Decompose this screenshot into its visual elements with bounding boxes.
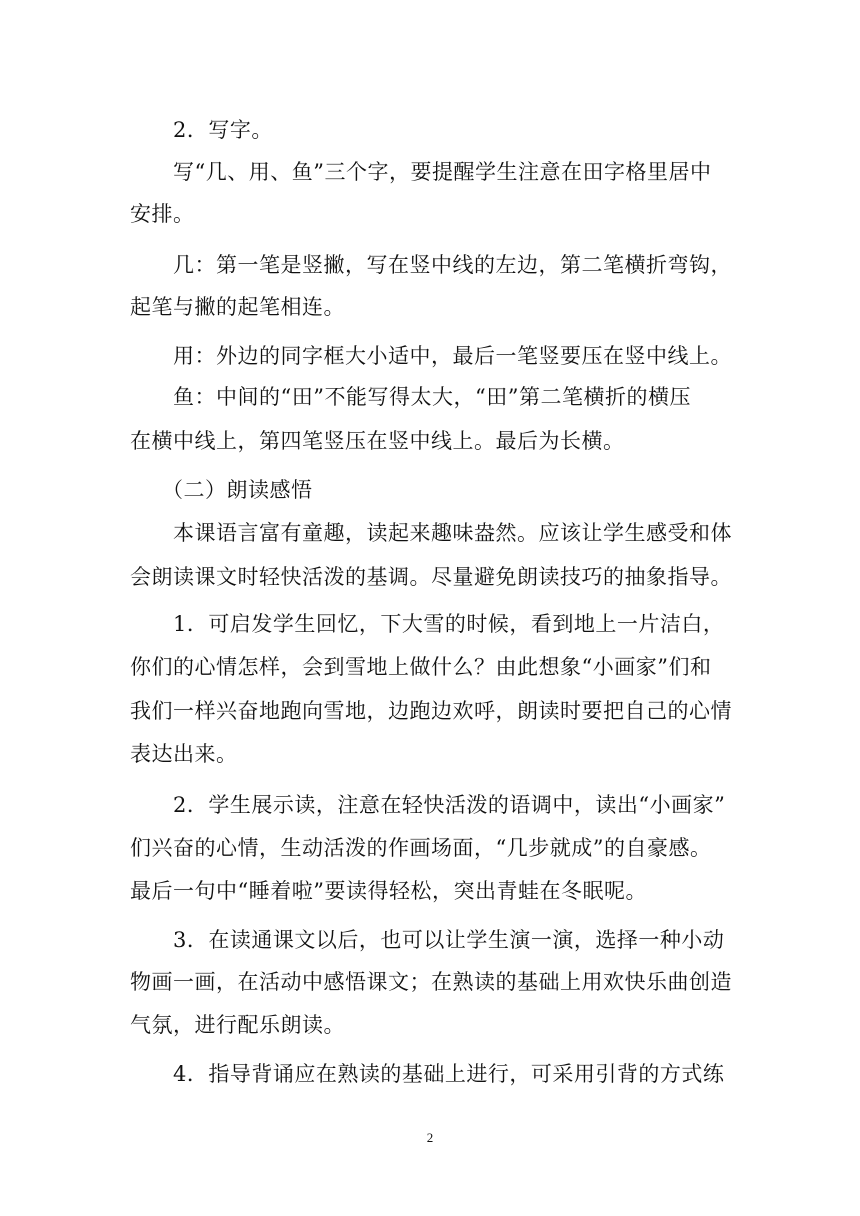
text-line: 气氛，进行配乐朗读。 — [130, 1013, 345, 1037]
text-line: 写“几、用、鱼”三个字，要提醒学生注意在田字格里居中 — [173, 160, 712, 184]
text-line: 表达出来。 — [130, 742, 238, 766]
text-line: 最后一句中“睡着啦”要读得轻松，突出青蛙在冬眠呢。 — [130, 879, 647, 903]
text-line: 在横中线上，第四笔竖压在竖中线上。最后为长横。 — [130, 429, 625, 453]
text-line: 2．学生展示读，注意在轻快活泼的语调中，读出“小画家” — [173, 793, 726, 817]
text-line: 们兴奋的心情，生动活泼的作画场面，“几步就成”的自豪感。 — [130, 836, 712, 860]
section-heading: （二）朗读感悟 — [162, 478, 313, 502]
text-line: 几：第一笔是竖撇，写在竖中线的左边，第二笔横折弯钩， — [173, 253, 732, 277]
text-line: 鱼：中间的“田”不能写得太大，“田”第二笔横折的横压 — [173, 385, 691, 409]
text-line: 我们一样兴奋地跑向雪地，边跑边欢呼，朗读时要把自己的心情 — [130, 699, 732, 723]
text-line: 起笔与撇的起笔相连。 — [130, 295, 345, 319]
text-line: 物画一画，在活动中感悟课文；在熟读的基础上用欢快乐曲创造 — [130, 970, 732, 994]
page-number: 2 — [426, 1130, 434, 1145]
text-line: 1．可启发学生回忆，下大雪的时候，看到地上一片洁白， — [173, 612, 725, 636]
text-line: 本课语言富有童趣，读起来趣味盎然。应该让学生感受和体 — [173, 521, 732, 545]
text-line: 会朗读课文时轻快活泼的基调。尽量避免朗读技巧的抽象指导。 — [130, 565, 732, 589]
text-line: 你们的心情怎样，会到雪地上做什么？由此想象“小画家”们和 — [130, 655, 712, 679]
text-line: 3．在读通课文以后，也可以让学生演一演，选择一种小动 — [173, 928, 725, 952]
text-line: 用：外边的同字框大小适中，最后一笔竖要压在竖中线上。 — [173, 344, 732, 368]
text-line: 4．指导背诵应在熟读的基础上进行，可采用引背的方式练 — [173, 1062, 725, 1086]
text-line: 2．写字。 — [173, 118, 273, 142]
text-line: 安排。 — [130, 202, 195, 226]
